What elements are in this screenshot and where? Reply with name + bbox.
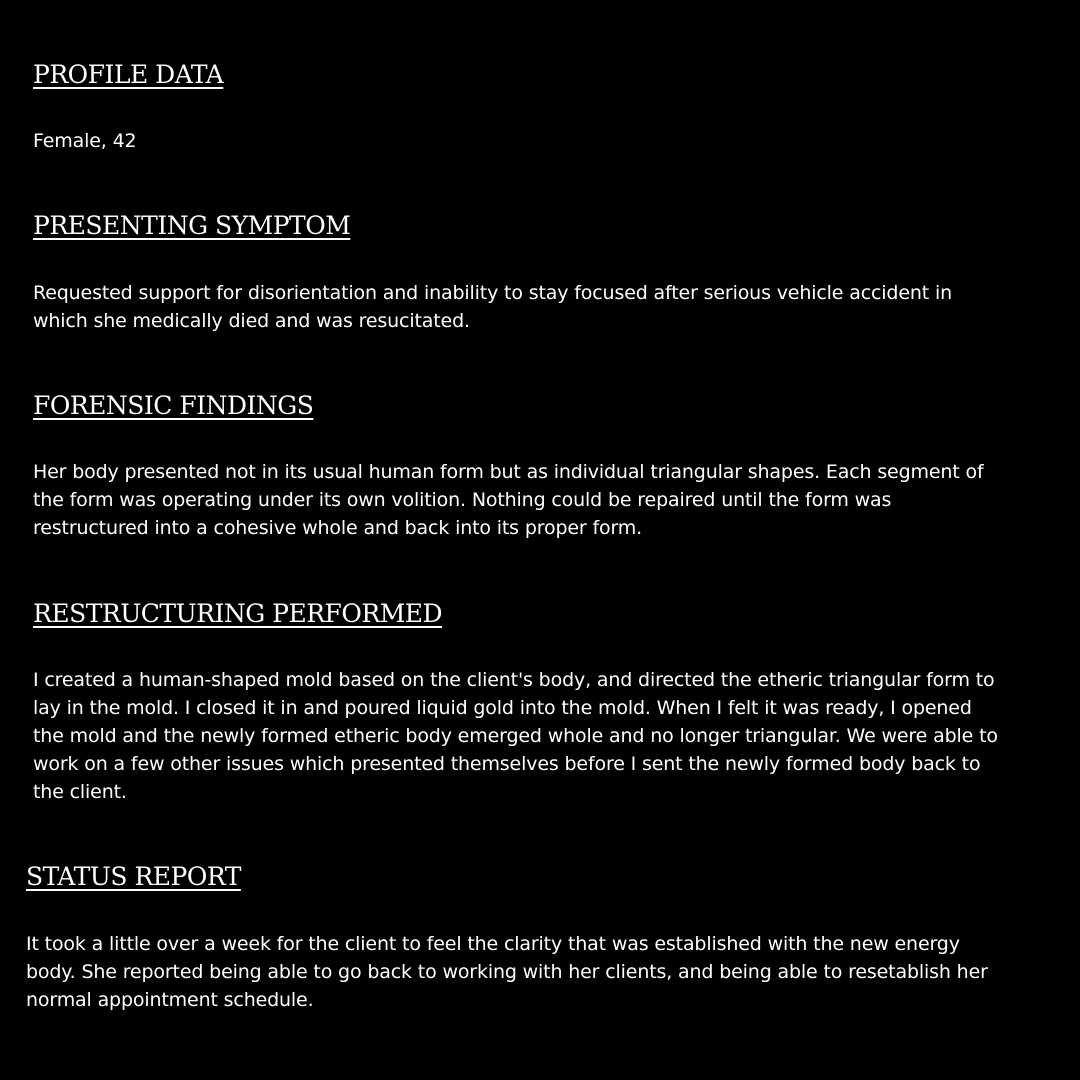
status-report-text: It took a little over a week for the client to feel the clarity that was established with the new energy body. She reported being able to go back to working with her clients, and being able to resetablish her normal appointment schedule. [26,933,988,1011]
profile-data-heading: PROFILE DATA [33,60,224,89]
presenting-symptom-text: Requested support for disorientation and inability to stay focused after serious vehicle accident in which she medically died and was resucitated. [33,282,952,332]
profile-data-text: Female, 42 [33,130,137,152]
restructuring-performed-heading: RESTRUCTURING PERFORMED [33,599,443,628]
restructuring-performed-text: I created a human-shaped mold based on the client's body, and directed the etheric triangular form to lay in the mold. I closed it in and poured liquid gold into the mold. When I felt it was ready, I opened the mold and the newly formed etheric body emerged whole and no longer triangular. We were able to work on a few other issues which presented themselves before I sent the newly formed body back to the client. [33,669,998,803]
presenting-symptom-heading: PRESENTING SYMPTOM [33,211,351,240]
status-report-heading: STATUS REPORT [26,862,241,891]
forensic-findings-heading: FORENSIC FINDINGS [33,391,314,420]
forensic-findings-text: Her body presented not in its usual human form but as individual triangular shapes. Each segment of the form was operating under its own volition. Nothing could be repaired until the form was restructured into a cohesive whole and back into its proper form. [33,461,984,539]
